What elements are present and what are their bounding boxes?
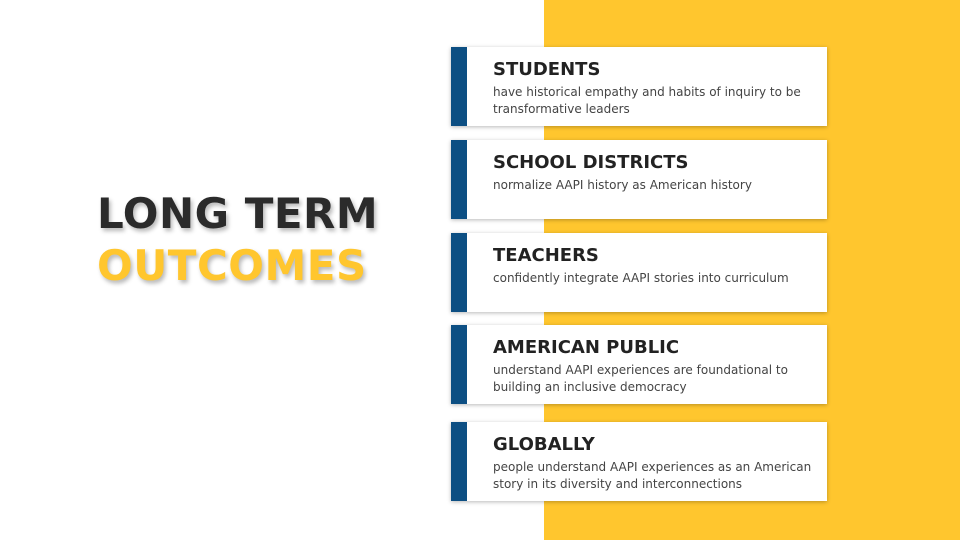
outcome-heading: GLOBALLY [493, 434, 595, 455]
outcome-description: people understand AAPI experiences as an American story in its diversity and interconnections [493, 460, 812, 491]
outcome-heading: STUDENTS [493, 59, 601, 80]
title-line-accent: OUTCOMES [97, 241, 367, 290]
outcome-heading: TEACHERS [493, 245, 599, 266]
outcome-description: normalize AAPI history as American history [493, 178, 752, 192]
card-accent-bar [451, 47, 467, 126]
outcome-card-school-districts [451, 140, 827, 219]
outcome-card-american-public [451, 325, 827, 404]
outcome-description: understand AAPI experiences are foundational to building an inclusive democracy [493, 363, 788, 394]
outcome-card-students [451, 47, 827, 126]
outcome-heading: SCHOOL DISTRICTS [493, 152, 689, 173]
card-accent-bar [451, 422, 467, 501]
title-line-primary: LONG TERM [97, 189, 379, 238]
card-accent-bar [451, 233, 467, 312]
slide-title [97, 188, 427, 292]
outcome-card-teachers [451, 233, 827, 312]
outcome-heading: AMERICAN PUBLIC [493, 337, 680, 358]
outcome-description: have historical empathy and habits of inquiry to be transformative leaders [493, 85, 801, 116]
outcome-description: confidently integrate AAPI stories into curriculum [493, 271, 789, 285]
card-accent-bar [451, 140, 467, 219]
card-accent-bar [451, 325, 467, 404]
outcome-card-globally [451, 422, 827, 501]
